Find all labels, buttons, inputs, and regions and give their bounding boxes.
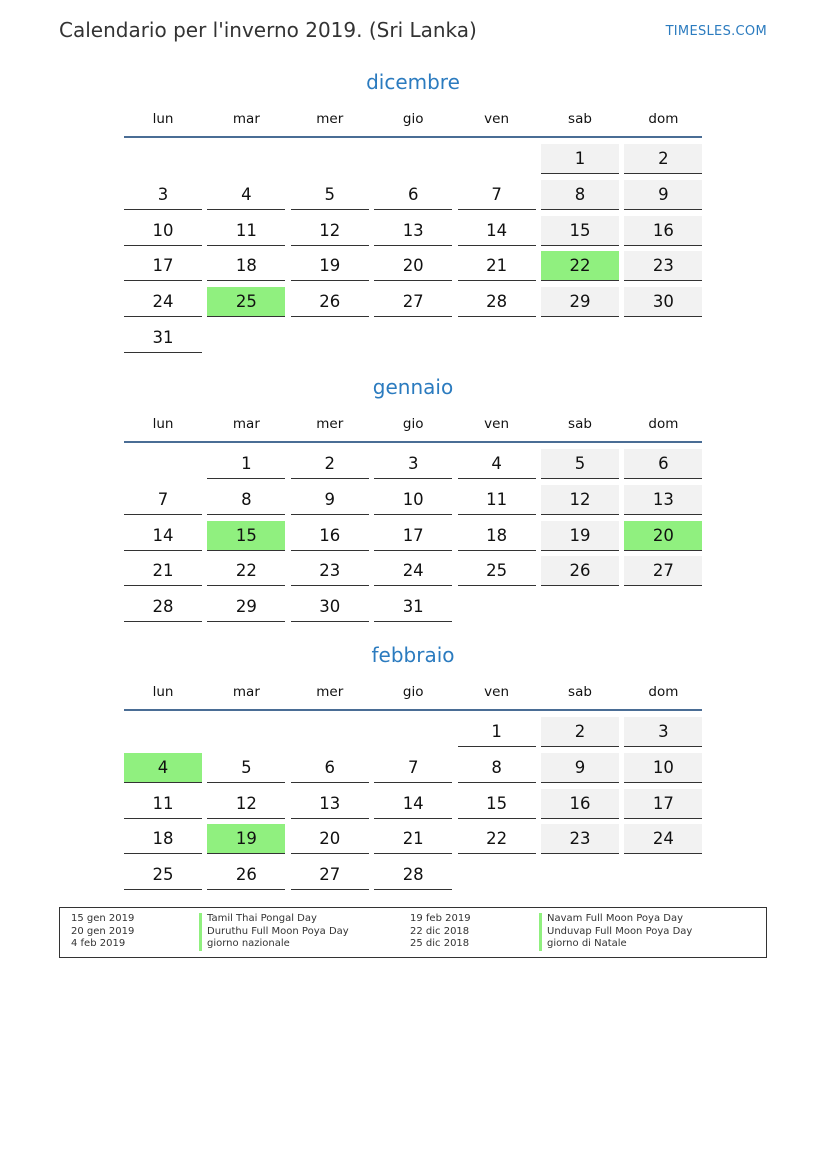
weekday-label: dom <box>648 684 679 700</box>
month-1 <box>124 375 702 634</box>
day-cell[interactable]: 17 <box>374 521 452 551</box>
legend-right-names <box>539 913 692 951</box>
day-cell[interactable]: 25 <box>124 860 202 890</box>
header-divider <box>124 441 702 443</box>
day-cell[interactable]: 3 <box>374 449 452 479</box>
day-cell[interactable]: 5 <box>541 449 619 479</box>
day-cell[interactable]: 29 <box>207 592 285 622</box>
weekday-label: gio <box>402 111 424 127</box>
weekday-label: sab <box>568 111 592 127</box>
month-title: febbraio <box>371 643 455 667</box>
day-cell[interactable]: 28 <box>374 860 452 890</box>
day-cell[interactable]: 29 <box>541 287 619 317</box>
day-cell[interactable]: 15 <box>541 216 619 246</box>
day-cell[interactable]: 9 <box>624 180 702 210</box>
legend-right-dates <box>410 913 471 951</box>
day-cell[interactable]: 17 <box>124 251 202 281</box>
day-cell[interactable]: 16 <box>291 521 369 551</box>
weekday-header <box>124 111 702 131</box>
day-cell[interactable]: 23 <box>624 251 702 281</box>
legend-date: 4 feb 2019 <box>71 938 126 949</box>
day-cell[interactable]: 22 <box>207 556 285 586</box>
day-cell[interactable]: 4 <box>124 753 202 783</box>
day-cell[interactable]: 6 <box>374 180 452 210</box>
day-cell[interactable]: 1 <box>207 449 285 479</box>
day-cell[interactable]: 9 <box>291 485 369 515</box>
day-cell[interactable]: 10 <box>374 485 452 515</box>
day-cell[interactable]: 16 <box>541 789 619 819</box>
legend-date: 20 gen 2019 <box>71 925 135 937</box>
day-cell[interactable]: 20 <box>624 521 702 551</box>
day-cell[interactable]: 21 <box>458 251 536 281</box>
day-cell[interactable]: 8 <box>458 753 536 783</box>
day-cell[interactable]: 19 <box>291 251 369 281</box>
legend-date: 25 dic 2018 <box>410 938 470 949</box>
weekday-label: sab <box>568 416 592 432</box>
day-cell[interactable]: 15 <box>207 521 285 551</box>
day-cell[interactable]: 23 <box>291 556 369 586</box>
legend-date: 15 gen 2019 <box>71 913 135 924</box>
day-cell[interactable]: 23 <box>541 824 619 854</box>
month-0 <box>124 70 702 365</box>
day-cell[interactable]: 31 <box>374 592 452 622</box>
day-cell[interactable]: 22 <box>458 824 536 854</box>
weekday-label: lun <box>152 684 174 700</box>
day-cell[interactable]: 27 <box>624 556 702 586</box>
day-cell[interactable]: 14 <box>458 216 536 246</box>
day-cell[interactable]: 9 <box>541 753 619 783</box>
day-cell[interactable]: 19 <box>207 824 285 854</box>
month-title: dicembre <box>366 70 460 94</box>
holiday-legend <box>59 907 767 958</box>
legend-date: 19 feb 2019 <box>410 913 471 924</box>
legend-holiday-name: Unduvap Full Moon Poya Day <box>539 926 692 939</box>
page-title: Calendario per l'inverno 2019. (Sri Lanka) <box>59 18 477 42</box>
weekday-label: mer <box>316 111 344 127</box>
day-cell[interactable]: 21 <box>124 556 202 586</box>
day-cell[interactable]: 6 <box>291 753 369 783</box>
day-cell[interactable]: 18 <box>124 824 202 854</box>
brand-logo[interactable]: TIMESLES.COM <box>665 24 767 39</box>
day-cell[interactable]: 7 <box>124 485 202 515</box>
day-cell[interactable]: 6 <box>624 449 702 479</box>
day-cell[interactable]: 4 <box>458 449 536 479</box>
day-cell[interactable]: 8 <box>207 485 285 515</box>
weekday-label: gio <box>402 416 424 432</box>
day-cell[interactable]: 12 <box>207 789 285 819</box>
day-cell[interactable]: 26 <box>541 556 619 586</box>
month-title: gennaio <box>372 375 454 399</box>
day-cell[interactable]: 16 <box>624 216 702 246</box>
weekday-label: lun <box>152 111 174 127</box>
day-cell[interactable]: 24 <box>374 556 452 586</box>
day-cell[interactable]: 1 <box>541 144 619 174</box>
legend-holiday-name: giorno di Natale <box>539 938 692 951</box>
legend-holiday-name: Navam Full Moon Poya Day <box>539 913 692 926</box>
day-cell[interactable]: 10 <box>124 216 202 246</box>
day-cell[interactable]: 17 <box>624 789 702 819</box>
day-cell[interactable]: 2 <box>541 717 619 747</box>
day-cell[interactable]: 31 <box>124 323 202 353</box>
weekday-label: mar <box>232 684 260 700</box>
day-cell[interactable]: 7 <box>374 753 452 783</box>
day-cell[interactable]: 4 <box>207 180 285 210</box>
day-cell[interactable]: 1 <box>458 717 536 747</box>
day-cell[interactable]: 10 <box>624 753 702 783</box>
day-cell[interactable]: 12 <box>291 216 369 246</box>
day-cell[interactable]: 18 <box>207 251 285 281</box>
day-cell[interactable]: 26 <box>207 860 285 890</box>
day-cell[interactable]: 7 <box>458 180 536 210</box>
header-divider <box>124 709 702 711</box>
day-cell[interactable]: 8 <box>541 180 619 210</box>
day-cell[interactable]: 30 <box>291 592 369 622</box>
day-cell[interactable]: 12 <box>541 485 619 515</box>
weekday-label: lun <box>152 416 174 432</box>
day-cell[interactable]: 22 <box>541 251 619 281</box>
day-cell[interactable]: 25 <box>207 287 285 317</box>
day-cell[interactable]: 19 <box>541 521 619 551</box>
day-cell[interactable]: 15 <box>458 789 536 819</box>
weekday-label: mar <box>232 416 260 432</box>
day-cell[interactable]: 13 <box>624 485 702 515</box>
day-cell[interactable]: 5 <box>207 753 285 783</box>
legend-left-dates <box>71 913 134 951</box>
weekday-header <box>124 416 702 436</box>
day-cell[interactable]: 30 <box>624 287 702 317</box>
day-cell[interactable]: 11 <box>124 789 202 819</box>
day-cell[interactable]: 11 <box>458 485 536 515</box>
legend-holiday-name: Duruthu Full Moon Poya Day <box>199 926 349 939</box>
day-cell[interactable]: 28 <box>458 287 536 317</box>
header-divider <box>124 136 702 138</box>
day-cell[interactable]: 18 <box>458 521 536 551</box>
legend-date: 22 dic 2018 <box>410 925 470 937</box>
day-cell[interactable]: 24 <box>124 287 202 317</box>
weekday-label: sab <box>568 684 592 700</box>
day-cell[interactable]: 5 <box>291 180 369 210</box>
day-cell[interactable]: 13 <box>374 216 452 246</box>
day-cell[interactable]: 26 <box>291 287 369 317</box>
weekday-label: gio <box>402 684 424 700</box>
legend-left-names <box>199 913 349 951</box>
day-cell[interactable]: 14 <box>124 521 202 551</box>
weekday-label: ven <box>484 416 510 432</box>
weekday-label: mar <box>232 111 260 127</box>
day-cell[interactable]: 2 <box>624 144 702 174</box>
legend-holiday-name: Tamil Thai Pongal Day <box>199 913 349 926</box>
weekday-label: mer <box>316 684 344 700</box>
legend-holiday-name: giorno nazionale <box>199 938 349 951</box>
day-cell[interactable]: 20 <box>374 251 452 281</box>
day-cell[interactable]: 14 <box>374 789 452 819</box>
day-cell[interactable]: 20 <box>291 824 369 854</box>
day-cell[interactable]: 3 <box>624 717 702 747</box>
day-cell[interactable]: 11 <box>207 216 285 246</box>
day-cell[interactable]: 27 <box>291 860 369 890</box>
day-cell[interactable]: 3 <box>124 180 202 210</box>
weekday-label: dom <box>648 111 679 127</box>
weekday-label: ven <box>484 111 510 127</box>
weekday-label: dom <box>648 416 679 432</box>
day-cell[interactable]: 24 <box>624 824 702 854</box>
day-cell[interactable]: 28 <box>124 592 202 622</box>
month-2 <box>124 643 702 902</box>
weekday-label: mer <box>316 416 344 432</box>
day-cell[interactable]: 25 <box>458 556 536 586</box>
day-cell[interactable]: 2 <box>291 449 369 479</box>
day-cell[interactable]: 21 <box>374 824 452 854</box>
day-cell[interactable]: 13 <box>291 789 369 819</box>
day-cell[interactable]: 27 <box>374 287 452 317</box>
weekday-header <box>124 684 702 704</box>
weekday-label: ven <box>484 684 510 700</box>
